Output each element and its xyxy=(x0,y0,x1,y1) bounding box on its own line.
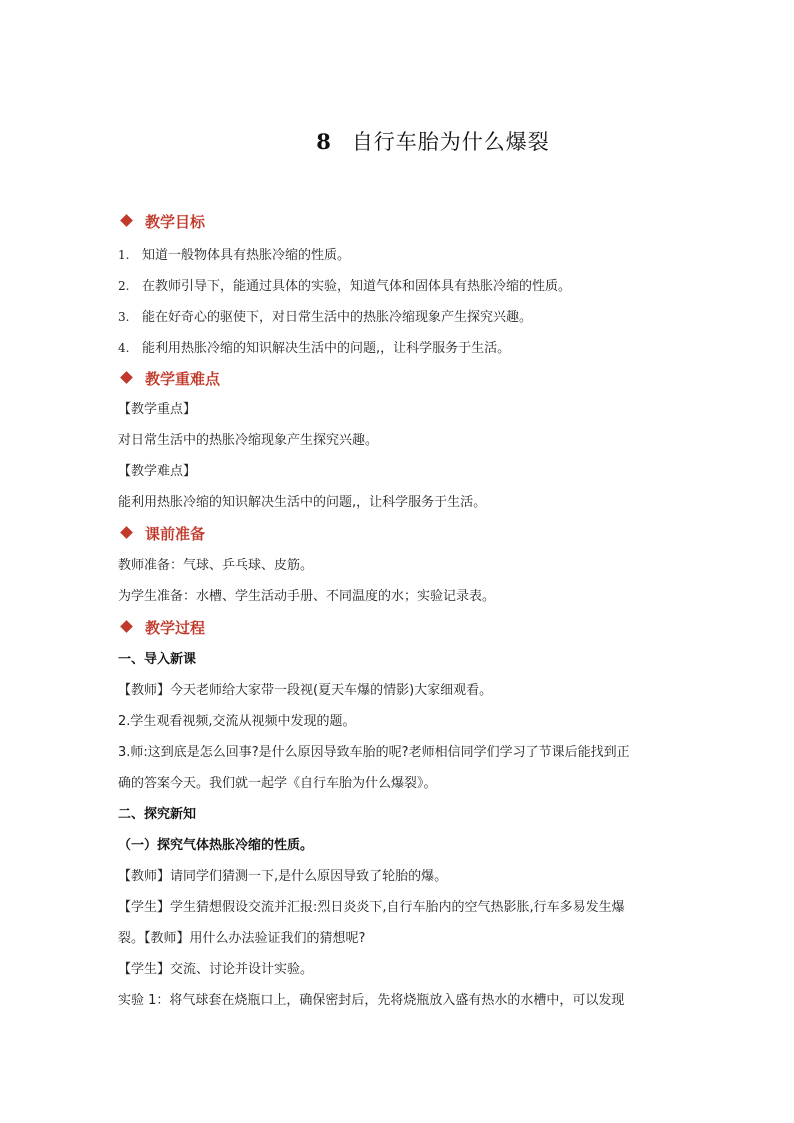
goal-item: 1. 知道一般物体具有热胀冷缩的性质。 xyxy=(118,248,351,263)
process-paragraph: 实验 1：将气球套在烧瓶口上，确保密封后，先将烧瓶放入盛有热水的水槽中，可以发现 xyxy=(118,993,625,1008)
prep-student: 为学生准备：水槽、学生活动手册、不同温度的水；实验记录表。 xyxy=(118,589,496,604)
lesson-title: 自行车胎为什么爆裂 xyxy=(351,130,550,154)
diamond-bullet-icon xyxy=(120,371,133,384)
part1-heading: 一、导入新课 xyxy=(118,652,197,667)
process-paragraph: 【教师】请同学们猜测一下,是什么原因导致了轮胎的爆。 xyxy=(118,869,448,884)
goal-item: 4. 能利用热胀冷缩的知识解决生活中的问题,，让科学服务于生活。 xyxy=(118,341,511,356)
section-keypoints-heading xyxy=(118,369,220,389)
document-title xyxy=(0,126,794,156)
process-paragraph: 3.师:这到底是怎么回事?是什么原因导致车胎的呢?老师相信同学们学习了节课后能找到正 xyxy=(118,745,630,760)
process-paragraph: 【学生】学生猜想假设交流并汇报:烈日炎炎下,自行车胎内的空气热影胀,行车多易发生爆 xyxy=(118,900,625,915)
diamond-bullet-icon xyxy=(120,526,133,539)
section-keypoints-label: 教学重难点 xyxy=(145,370,221,388)
difficulty-text: 能利用热胀冷缩的知识解决生活中的问题,，让科学服务于生活。 xyxy=(118,495,487,510)
process-paragraph: 2.学生观看视频,交流从视频中发现的题。 xyxy=(118,714,356,729)
process-paragraph: 确的答案今天。我们就一起学《自行车胎为什么爆裂》。 xyxy=(118,776,437,791)
lesson-number: 8 xyxy=(316,129,332,154)
focus-label: 【教学重点】 xyxy=(118,402,197,417)
diamond-bullet-icon xyxy=(120,214,133,227)
section-prep-label: 课前准备 xyxy=(145,525,206,543)
section-process-label: 教学过程 xyxy=(145,619,206,637)
section-goals-label: 教学目标 xyxy=(145,213,206,231)
focus-text: 对日常生活中的热胀冷缩现象产生探究兴趣。 xyxy=(118,433,379,448)
section-prep-heading xyxy=(118,524,205,544)
sub1-heading: （一）探究气体热胀冷缩的性质。 xyxy=(118,838,314,853)
section-process-heading xyxy=(118,618,205,638)
goal-item: 3. 能在好奇心的驱使下，对日常生活中的热胀冷缩现象产生探究兴趣。 xyxy=(118,310,533,325)
section-goals-heading xyxy=(118,212,205,232)
process-paragraph: 【学生】交流、讨论并设计实验。 xyxy=(118,962,314,977)
part2-heading: 二、探究新知 xyxy=(118,807,197,822)
diamond-bullet-icon xyxy=(120,620,133,633)
goal-item: 2. 在教师引导下，能通过具体的实验，知道气体和固体具有热胀冷缩的性质。 xyxy=(118,279,572,294)
difficulty-label: 【教学难点】 xyxy=(118,464,197,479)
process-paragraph: 裂。【教师】用什么办法验证我们的猜想呢? xyxy=(118,931,366,946)
process-paragraph: 【教师】今天老师给大家带一段视(夏天车爆的情影)大家细观看。 xyxy=(118,683,493,698)
prep-teacher: 教师准备：气球、乒乓球、皮筋。 xyxy=(118,558,314,573)
